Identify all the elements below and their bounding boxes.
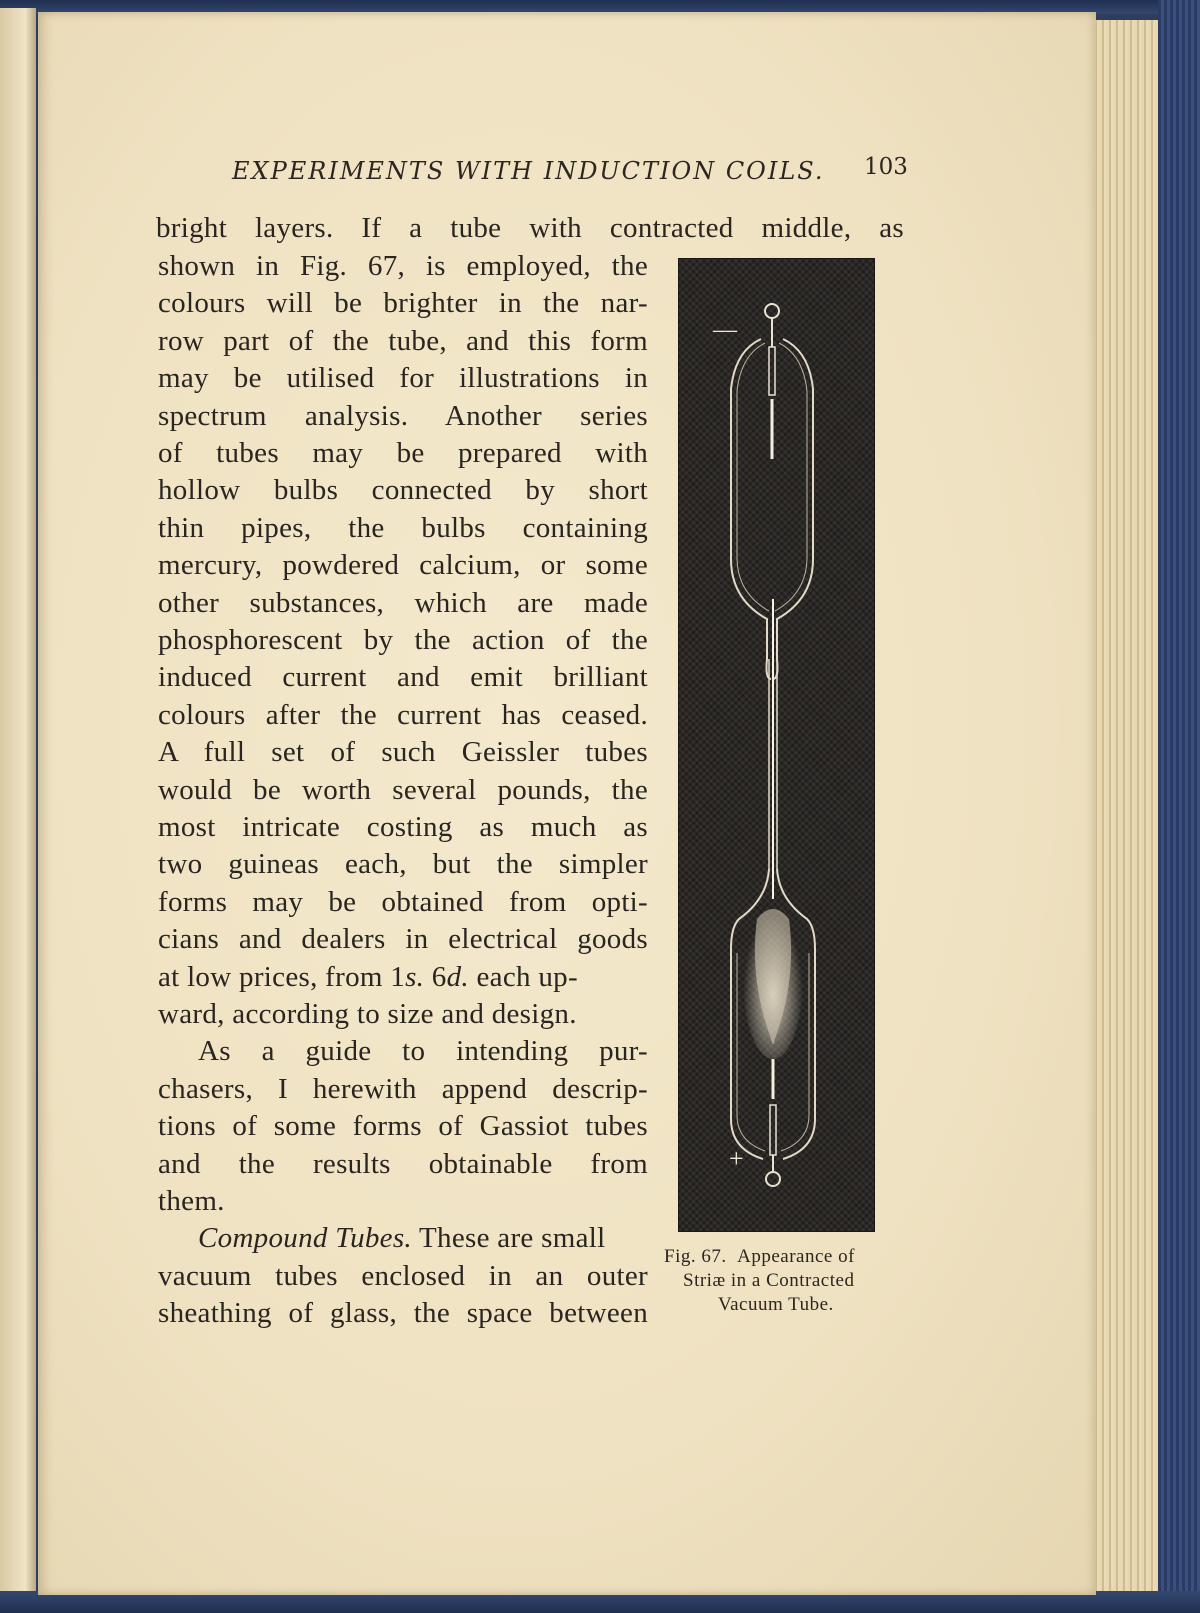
body-line: of tubes may be prepared with <box>158 437 648 469</box>
minus-sign: — <box>713 317 737 343</box>
body-line-compound <box>198 1222 648 1255</box>
figure-caption-line-1 <box>664 1246 855 1268</box>
body-line: hollow bulbs connected by short <box>158 474 648 507</box>
book-binding-right <box>1158 0 1200 1613</box>
vacuum-tube-illustration <box>679 259 874 1231</box>
body-line: vacuum tubes enclosed in an outer <box>158 1259 648 1292</box>
body-line: row part of the tube, and this form <box>158 324 648 357</box>
body-line: A full set of such Geissler tubes <box>158 736 648 769</box>
body-line: spectrum analysis. Another series <box>158 399 648 432</box>
body-line-price <box>158 961 648 994</box>
body-line: phosphorescent by the action of the <box>158 624 648 656</box>
body-line: other substances, which are made <box>158 586 648 619</box>
body-line: tions of some forms of Gassiot tubes <box>158 1110 648 1143</box>
price-pence-abbrev: d. <box>446 960 469 993</box>
figure-label: Fig. 67. <box>664 1246 727 1267</box>
price-text-before: at low prices, from 1 <box>158 960 406 993</box>
body-line: shown in Fig. 67, is employed, the <box>158 250 648 282</box>
body-line: colours will be brighter in the nar- <box>158 287 648 320</box>
figure-caption-line-3: Vacuum Tube. <box>718 1294 834 1315</box>
caption-text-1: Appearance of <box>737 1246 855 1267</box>
body-line: induced current and emit brilliant <box>158 661 648 694</box>
figure-caption-line-2: Striæ in a Contracted <box>683 1270 855 1291</box>
bottom-electrode-ring <box>766 1172 780 1186</box>
body-line: most intricate costing as much as <box>158 811 648 843</box>
body-line: two guineas each, but the simpler <box>158 848 648 881</box>
plus-sign: + <box>729 1144 744 1173</box>
top-electrode-ring <box>765 304 779 318</box>
compound-tubes-heading: Compound Tubes. <box>198 1222 412 1255</box>
body-line: cians and dealers in electrical goods <box>158 923 648 956</box>
body-line: As a guide to intending pur- <box>198 1035 648 1068</box>
page-number: 103 <box>864 154 908 180</box>
body-line: colours after the current has ceased. <box>158 698 648 731</box>
previous-page-edge <box>0 8 36 1593</box>
body-line: bright layers. If a tube with contracted middle, as <box>156 212 904 244</box>
compound-tubes-text: These are small <box>411 1222 606 1255</box>
price-shillings-abbrev: s. <box>405 960 425 993</box>
body-line: thin pipes, the bulbs containing <box>158 511 648 544</box>
figure-vacuum-tube <box>678 258 875 1232</box>
body-line: mercury, powdered calcium, or some <box>158 549 648 582</box>
upper-bulb-inner-line <box>737 343 769 611</box>
body-line: may be utilised for illustrations in <box>158 362 648 395</box>
upper-bulb-inner-line-right <box>775 343 807 611</box>
price-text-after: each up- <box>468 960 578 993</box>
body-line: ward, according to size and design. <box>158 998 577 1030</box>
body-line: chasers, I herewith append descrip- <box>158 1072 648 1105</box>
price-text-middle: 6 <box>424 960 447 993</box>
body-line: sheathing of glass, the space between <box>158 1297 648 1330</box>
body-line: them. <box>158 1185 225 1217</box>
running-head: EXPERIMENTS WITH INDUCTION COILS. <box>232 157 825 185</box>
lower-electrode <box>770 1105 776 1155</box>
body-line: would be worth several pounds, the <box>158 773 648 806</box>
upper-electrode <box>769 347 775 395</box>
body-line: and the results obtainable from <box>158 1147 648 1180</box>
body-line: forms may be obtained from opti- <box>158 885 648 918</box>
